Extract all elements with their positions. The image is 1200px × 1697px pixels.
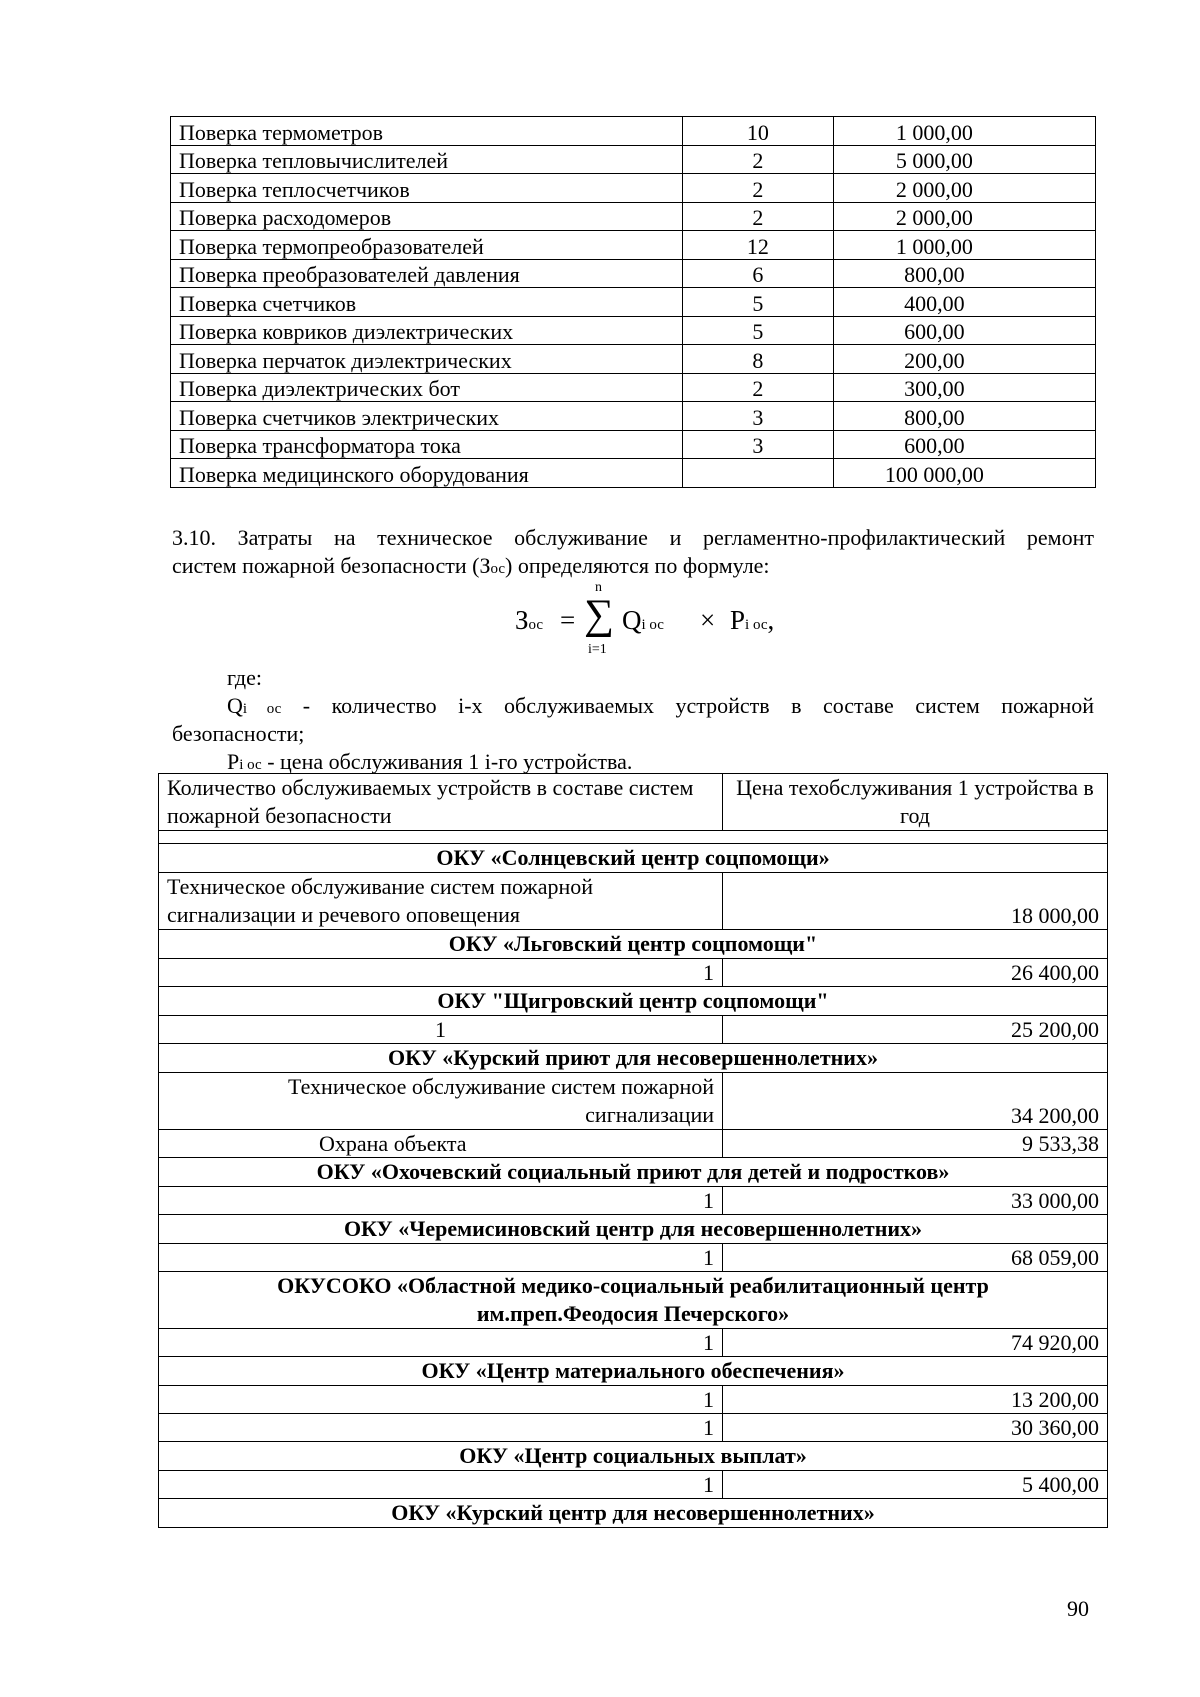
- table-row: [159, 1414, 1108, 1442]
- table-row: [159, 873, 1108, 930]
- formula-lhs-symbol: З: [515, 605, 529, 635]
- org-row: [159, 1215, 1108, 1244]
- table-row: [159, 959, 1108, 987]
- price-cell: 34 200,00: [723, 1073, 1108, 1130]
- table-row: [171, 117, 1096, 146]
- service-item: Техническое обслуживание систем пожарной сигнализации и речевого оповещения: [159, 873, 723, 930]
- section-3-10-line2-sub: ос: [490, 561, 505, 577]
- price-cell: 74 920,00: [723, 1329, 1108, 1357]
- qty-cell: 2: [683, 373, 834, 402]
- item-name-cell: Поверка расходомеров: [171, 202, 683, 231]
- table-row: [171, 202, 1096, 231]
- qty-cell: 1: [159, 959, 723, 987]
- qty-cell: 1: [159, 1016, 723, 1044]
- org-row: [159, 1357, 1108, 1386]
- service-item: Охрана объекта: [159, 1130, 723, 1158]
- table-row: [171, 288, 1096, 317]
- where-q-line: [227, 692, 1094, 723]
- qty-cell: [683, 459, 834, 488]
- qty-cell: 1: [159, 1386, 723, 1414]
- sigma-symbol: ∑: [584, 592, 614, 638]
- org-rehab-center: ОКУСОКО «Областной медико-социальный реабилитационный центр им.преп.Феодосия Печерского»: [159, 1272, 1108, 1329]
- item-name-cell: Поверка теплосчетчиков: [171, 174, 683, 203]
- org-social-payments: ОКУ «Центр социальных выплат»: [159, 1442, 1108, 1471]
- table-row: [159, 1187, 1108, 1215]
- table-row: [171, 174, 1096, 203]
- qty-cell: 1: [159, 1187, 723, 1215]
- table-header-row: [159, 774, 1108, 831]
- table-row: [171, 459, 1096, 488]
- where-label: где:: [227, 665, 262, 690]
- table-row: [171, 345, 1096, 374]
- qty-cell: 3: [683, 402, 834, 431]
- price-cell: 25 200,00: [723, 1016, 1108, 1044]
- item-name-cell: Поверка счетчиков электрических: [171, 402, 683, 431]
- item-name-cell: Поверка перчаток диэлектрических: [171, 345, 683, 374]
- table-row: [171, 145, 1096, 174]
- price-cell: 2 000,00: [833, 202, 1095, 231]
- section-3-10-line1: 3.10. Затраты на техническое обслуживание и регламентно-профилактический ремонт: [172, 525, 1094, 550]
- formula-q-sub: i ос: [641, 617, 664, 633]
- qty-cell: 10: [683, 117, 834, 146]
- section-3-10-line2: [172, 552, 1094, 583]
- price-cell: 5 000,00: [833, 145, 1095, 174]
- table-row: [171, 373, 1096, 402]
- header-col-quantity: Количество обслуживаемых устройств в составе систем пожарной безопасности: [159, 774, 723, 831]
- formula-comma: ,: [767, 605, 775, 635]
- qty-cell: 1: [159, 1414, 723, 1442]
- section-3-10-line2-text: систем пожарной безопасности (З: [172, 553, 491, 578]
- org-row: [159, 1272, 1108, 1329]
- qty-cell: 5: [683, 316, 834, 345]
- item-name-cell: Поверка термометров: [171, 117, 683, 146]
- table-row: [171, 430, 1096, 459]
- where-q-text: - количество i-х обслуживаемых устройств в составе систем пожарной: [281, 693, 1095, 718]
- qty-cell: 1: [159, 1471, 723, 1499]
- item-name-cell: Поверка счетчиков: [171, 288, 683, 317]
- price-cell: 18 000,00: [723, 873, 1108, 930]
- table-row: [171, 316, 1096, 345]
- org-kursk-shelter: ОКУ «Курский приют для несовершеннолетних»: [159, 1044, 1108, 1073]
- table-row: [159, 1329, 1108, 1357]
- item-name-cell: Поверка трансформатора тока: [171, 430, 683, 459]
- org-row: [159, 1499, 1108, 1528]
- verification-table: [170, 116, 1096, 488]
- price-cell: 600,00: [833, 430, 1095, 459]
- where-q-line2: безопасности;: [172, 721, 305, 746]
- org-row: [159, 1442, 1108, 1471]
- item-name-cell: Поверка диэлектрических бот: [171, 373, 683, 402]
- where-p-text: - цена обслуживания 1 i-го устройства.: [261, 749, 633, 774]
- org-row: [159, 930, 1108, 959]
- table-row: [171, 231, 1096, 260]
- qty-cell: 12: [683, 231, 834, 260]
- org-row: [159, 987, 1108, 1016]
- price-cell: 1 000,00: [833, 231, 1095, 260]
- org-cheremisinovsky: ОКУ «Черемисиновский центр для несовершеннолетних»: [159, 1215, 1108, 1244]
- price-cell: 100 000,00: [833, 459, 1095, 488]
- item-name-cell: Поверка ковриков диэлектрических: [171, 316, 683, 345]
- blank-cell: [159, 831, 1108, 844]
- page-number: 90: [1067, 1596, 1089, 1621]
- org-row: [159, 1044, 1108, 1073]
- org-lgovsky: ОКУ «Льговский центр соцпомощи": [159, 930, 1108, 959]
- item-name-cell: Поверка тепловычислителей: [171, 145, 683, 174]
- formula-equals: =: [560, 605, 576, 635]
- qty-cell: 5: [683, 288, 834, 317]
- formula-times: ×: [700, 605, 716, 635]
- verification-table-body: [171, 117, 1096, 488]
- qty-cell: 2: [683, 202, 834, 231]
- where-p-symbol: P: [227, 749, 240, 774]
- fire-safety-table-body: [159, 774, 1108, 1528]
- where-q-sub: i ос: [242, 701, 282, 717]
- table-row: [159, 1244, 1108, 1272]
- price-cell: 9 533,38: [723, 1130, 1108, 1158]
- item-name-cell: Поверка медицинского оборудования: [171, 459, 683, 488]
- org-okhochevsky: ОКУ «Охочевский социальный приют для детей и подростков»: [159, 1158, 1108, 1187]
- org-kursk-minors-center: ОКУ «Курский центр для несовершеннолетних»: [159, 1499, 1108, 1528]
- qty-cell: 3: [683, 430, 834, 459]
- table-row: [171, 259, 1096, 288]
- blank-row: [159, 831, 1108, 844]
- where-q-symbol: Q: [227, 693, 243, 718]
- fire-safety-table: [158, 773, 1108, 1528]
- where-p-sub: i ос: [239, 757, 262, 773]
- table-row: [159, 1130, 1108, 1158]
- formula-upper-limit: n: [595, 580, 602, 595]
- price-cell: 13 200,00: [723, 1386, 1108, 1414]
- table-row: [159, 1073, 1108, 1130]
- table-row: [171, 402, 1096, 431]
- org-row: [159, 1158, 1108, 1187]
- price-cell: 33 000,00: [723, 1187, 1108, 1215]
- price-cell: 68 059,00: [723, 1244, 1108, 1272]
- price-cell: 800,00: [833, 259, 1095, 288]
- qty-cell: 2: [683, 174, 834, 203]
- qty-cell: 2: [683, 145, 834, 174]
- qty-cell: 1: [159, 1244, 723, 1272]
- service-item: Техническое обслуживание систем пожарной сигнализации: [159, 1073, 723, 1130]
- section-3-10-line2-end: ) определяются по формуле:: [505, 553, 770, 578]
- org-material-supply: ОКУ «Центр материального обеспечения»: [159, 1357, 1108, 1386]
- qty-cell: 6: [683, 259, 834, 288]
- price-cell: 800,00: [833, 402, 1095, 431]
- formula-p: P: [730, 605, 746, 635]
- price-cell: 600,00: [833, 316, 1095, 345]
- org-row: [159, 844, 1108, 873]
- price-cell: 2 000,00: [833, 174, 1095, 203]
- item-name-cell: Поверка термопреобразователей: [171, 231, 683, 260]
- formula-lhs-sub: ос: [528, 617, 544, 633]
- price-cell: 26 400,00: [723, 959, 1108, 987]
- price-cell: 30 360,00: [723, 1414, 1108, 1442]
- table-row: [159, 1016, 1108, 1044]
- formula-lhs: [515, 600, 543, 645]
- formula-q-term: [622, 600, 664, 645]
- formula-lower-limit: i=1: [588, 642, 607, 657]
- item-name-cell: Поверка преобразователей давления: [171, 259, 683, 288]
- formula-q: Q: [622, 605, 642, 635]
- price-cell: 1 000,00: [833, 117, 1095, 146]
- qty-cell: 8: [683, 345, 834, 374]
- org-solntsevsky: ОКУ «Солнцевский центр соцпомощи»: [159, 844, 1108, 873]
- table-row: [159, 1386, 1108, 1414]
- formula-p-sub: i ос: [745, 617, 768, 633]
- price-cell: 5 400,00: [723, 1471, 1108, 1499]
- header-col-price: Цена техобслуживания 1 устройства в год: [723, 774, 1108, 831]
- price-cell: 200,00: [833, 345, 1095, 374]
- formula-p-term: [730, 600, 774, 645]
- qty-cell: 1: [159, 1329, 723, 1357]
- org-shchigrovsky: ОКУ "Щигровский центр соцпомощи": [159, 987, 1108, 1016]
- price-cell: 300,00: [833, 373, 1095, 402]
- price-cell: 400,00: [833, 288, 1095, 317]
- table-row: [159, 1471, 1108, 1499]
